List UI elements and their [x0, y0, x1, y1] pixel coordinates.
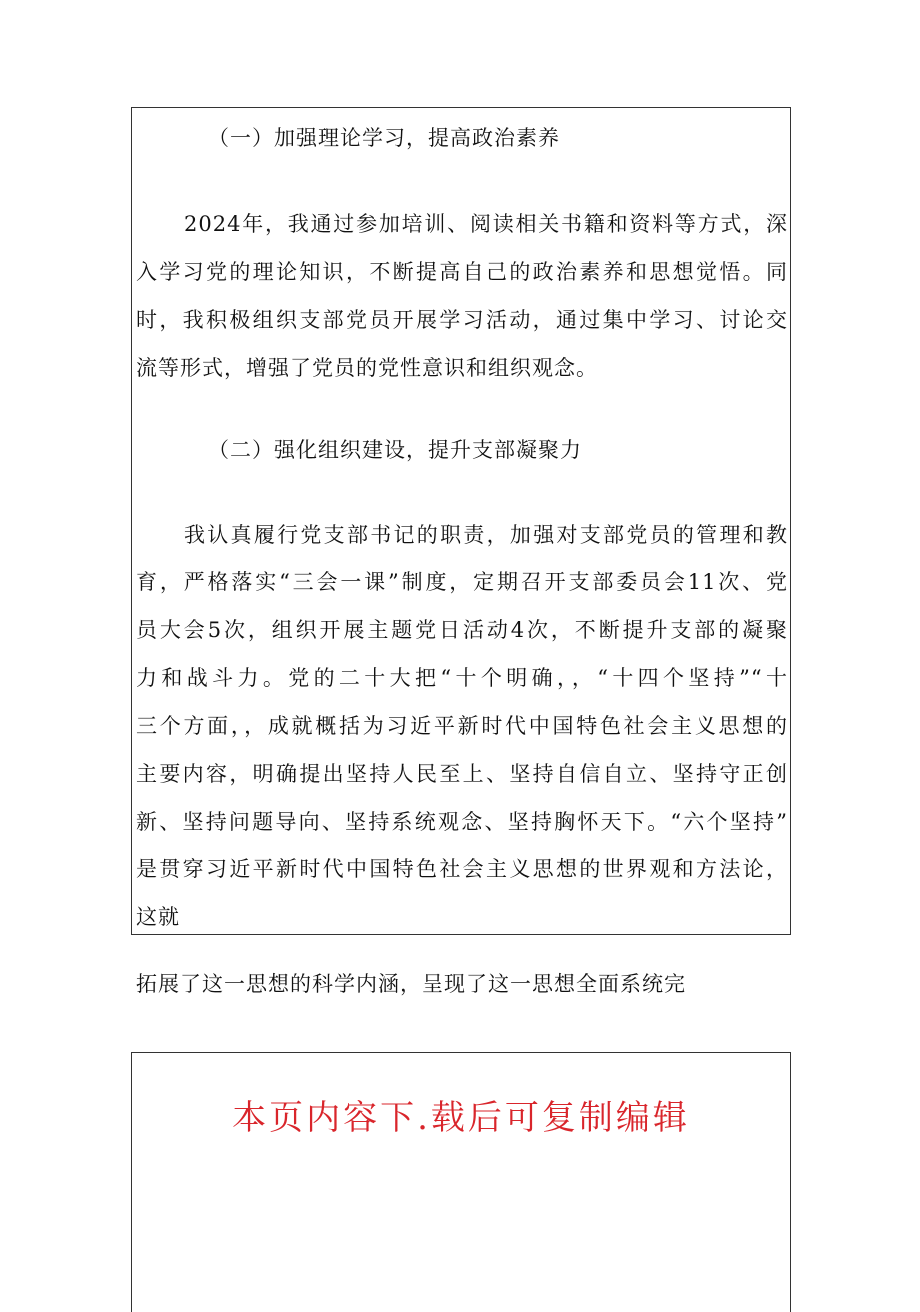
section2-line-5: 三个方面，，成就概括为习近平新时代中国特色社会主义思想的	[136, 714, 788, 738]
download-notice: 本页内容下.载后可复制编辑	[232, 1098, 690, 1138]
section2-line-8: 是贯穿习近平新时代中国特色社会主义思想的世界观和方法论，	[136, 857, 788, 881]
section2-line-1: 我认真履行党支部书记的职责，加强对支部党员的管理和教	[184, 523, 788, 547]
section2-line-6: 主要内容，明确提出坚持人民至上、坚持自信自立、坚持守正创	[136, 762, 788, 786]
section2-line-3: 员大会5次，组织开展主题党日活动4次，不断提升支部的凝聚	[136, 618, 788, 642]
section1-line-4: 流等形式，增强了党员的党性意识和组织观念。	[136, 356, 598, 380]
section2-heading: （二）强化组织建设，提升支部凝聚力	[208, 438, 582, 462]
notice-frame	[131, 1052, 791, 1312]
section2-line-9: 这就	[136, 905, 180, 929]
section2-line-4: 力和战斗力。党的二十大把“十个明确，，“十四个坚持”“十	[136, 666, 788, 690]
section1-line-1: 2024年，我通过参加培训、阅读相关书籍和资料等方式，深	[184, 212, 788, 236]
section1-heading: （一）加强理论学习，提高政治素养	[208, 126, 560, 150]
section2-line-2: 育，严格落实“三会一课”制度，定期召开支部委员会11次、党	[136, 570, 788, 594]
section2-line-7: 新、坚持问题导向、坚持系统观念、坚持胸怀天下。“六个坚持”	[136, 810, 788, 834]
section1-line-2: 入学习党的理论知识，不断提高自己的政治素养和思想觉悟。同	[136, 260, 788, 284]
section1-line-3: 时，我积极组织支部党员开展学习活动，通过集中学习、讨论交	[136, 308, 788, 332]
continuation-text: 拓展了这一思想的科学内涵，呈现了这一思想全面系统完	[136, 972, 686, 996]
